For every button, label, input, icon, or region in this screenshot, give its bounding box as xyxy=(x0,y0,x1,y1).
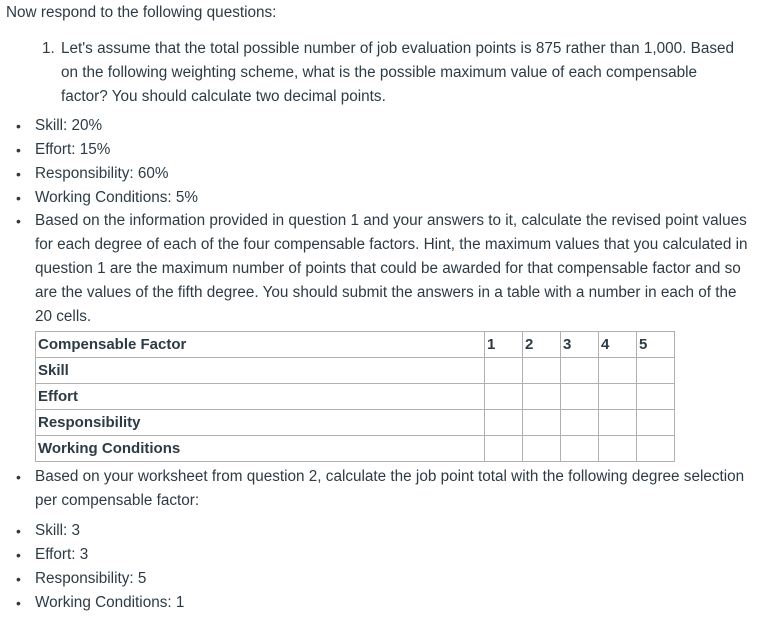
table-cell xyxy=(485,436,523,462)
table-row xyxy=(36,436,675,462)
table-cell xyxy=(637,410,675,436)
selection-responsibility: Responsibility: 5 xyxy=(35,570,147,587)
row-label-working-conditions: Working Conditions xyxy=(36,436,485,462)
table-header-degree-5: 5 xyxy=(637,332,675,358)
table-cell xyxy=(599,358,637,384)
table-header-degree-4: 4 xyxy=(599,332,637,358)
row-label-responsibility: Responsibility xyxy=(36,410,485,436)
table-cell xyxy=(523,410,561,436)
list-item xyxy=(0,114,757,138)
list-item xyxy=(0,186,757,210)
question-1-text: Let's assume that the total possible number of job evaluation points is 875 rather than 1,000. Based on the following weighting scheme, what is the possible maximum value of each compensable factor? You should calculate two decimal points. xyxy=(61,40,735,105)
table-cell xyxy=(599,384,637,410)
table-cell xyxy=(561,358,599,384)
selection-working-conditions: Working Conditions: 1 xyxy=(35,594,185,611)
row-label-effort: Effort xyxy=(36,384,485,410)
intro-text: Now respond to the following questions: xyxy=(6,4,277,21)
bullet-icon: • xyxy=(16,547,21,563)
bullet-icon: • xyxy=(16,469,21,485)
table-header-degree-1: 1 xyxy=(485,332,523,358)
table-cell xyxy=(561,436,599,462)
table-cell xyxy=(637,358,675,384)
table-header-row xyxy=(36,332,675,358)
table-header-factor: Compensable Factor xyxy=(36,332,485,358)
bullet-icon: • xyxy=(16,118,21,134)
question-1 xyxy=(42,37,742,109)
question-1-number: 1. xyxy=(42,40,55,57)
table-cell xyxy=(599,436,637,462)
bullet-icon: • xyxy=(16,523,21,539)
table-header-degree-2: 2 xyxy=(523,332,561,358)
table-cell xyxy=(637,384,675,410)
row-label-skill: Skill xyxy=(36,358,485,384)
weight-working-conditions: Working Conditions: 5% xyxy=(35,189,198,206)
question-2 xyxy=(0,209,757,329)
question-3-text: Based on your worksheet from question 2, calculate the job point total with the following degree selection per compensable factor: xyxy=(35,468,745,509)
table-header-degree-3: 3 xyxy=(561,332,599,358)
table-cell xyxy=(523,384,561,410)
bullet-icon: • xyxy=(16,571,21,587)
question-3-list xyxy=(0,465,757,513)
bullet-icon: • xyxy=(16,142,21,158)
list-item xyxy=(0,519,757,543)
weighting-list xyxy=(0,114,757,210)
list-item xyxy=(0,567,757,591)
table-cell xyxy=(485,384,523,410)
bullet-icon: • xyxy=(16,166,21,182)
list-item xyxy=(0,162,757,186)
table-cell xyxy=(523,436,561,462)
question-3 xyxy=(0,465,757,513)
table-cell xyxy=(561,384,599,410)
table-cell xyxy=(485,410,523,436)
bullet-icon: • xyxy=(16,213,21,229)
table-cell xyxy=(599,410,637,436)
bullet-icon: • xyxy=(16,190,21,206)
points-table xyxy=(35,331,675,462)
selection-effort: Effort: 3 xyxy=(35,546,89,563)
selection-skill: Skill: 3 xyxy=(35,522,81,539)
table-row xyxy=(36,384,675,410)
table-cell xyxy=(523,358,561,384)
weight-effort: Effort: 15% xyxy=(35,141,111,158)
list-item xyxy=(0,543,757,567)
table-cell xyxy=(561,410,599,436)
question-2-text: Based on the information provided in question 1 and your answers to it, calculate the revised point values for each degree of each of the four compensable factors. Hint, the maximum values that you calculated in question 1 are the maximum number of points that could be awarded for that compensable factor and so are the values of the fifth degree. You should submit the answers in a table with a number in each of the 20 cells. xyxy=(35,212,748,325)
question-2-list xyxy=(0,209,757,329)
selection-list xyxy=(0,519,757,615)
weight-responsibility: Responsibility: 60% xyxy=(35,165,169,182)
table-cell xyxy=(637,436,675,462)
weight-skill: Skill: 20% xyxy=(35,117,103,134)
table-row xyxy=(36,358,675,384)
list-item xyxy=(0,591,757,615)
table-row xyxy=(36,410,675,436)
bullet-icon: • xyxy=(16,595,21,611)
list-item xyxy=(0,138,757,162)
table-cell xyxy=(485,358,523,384)
